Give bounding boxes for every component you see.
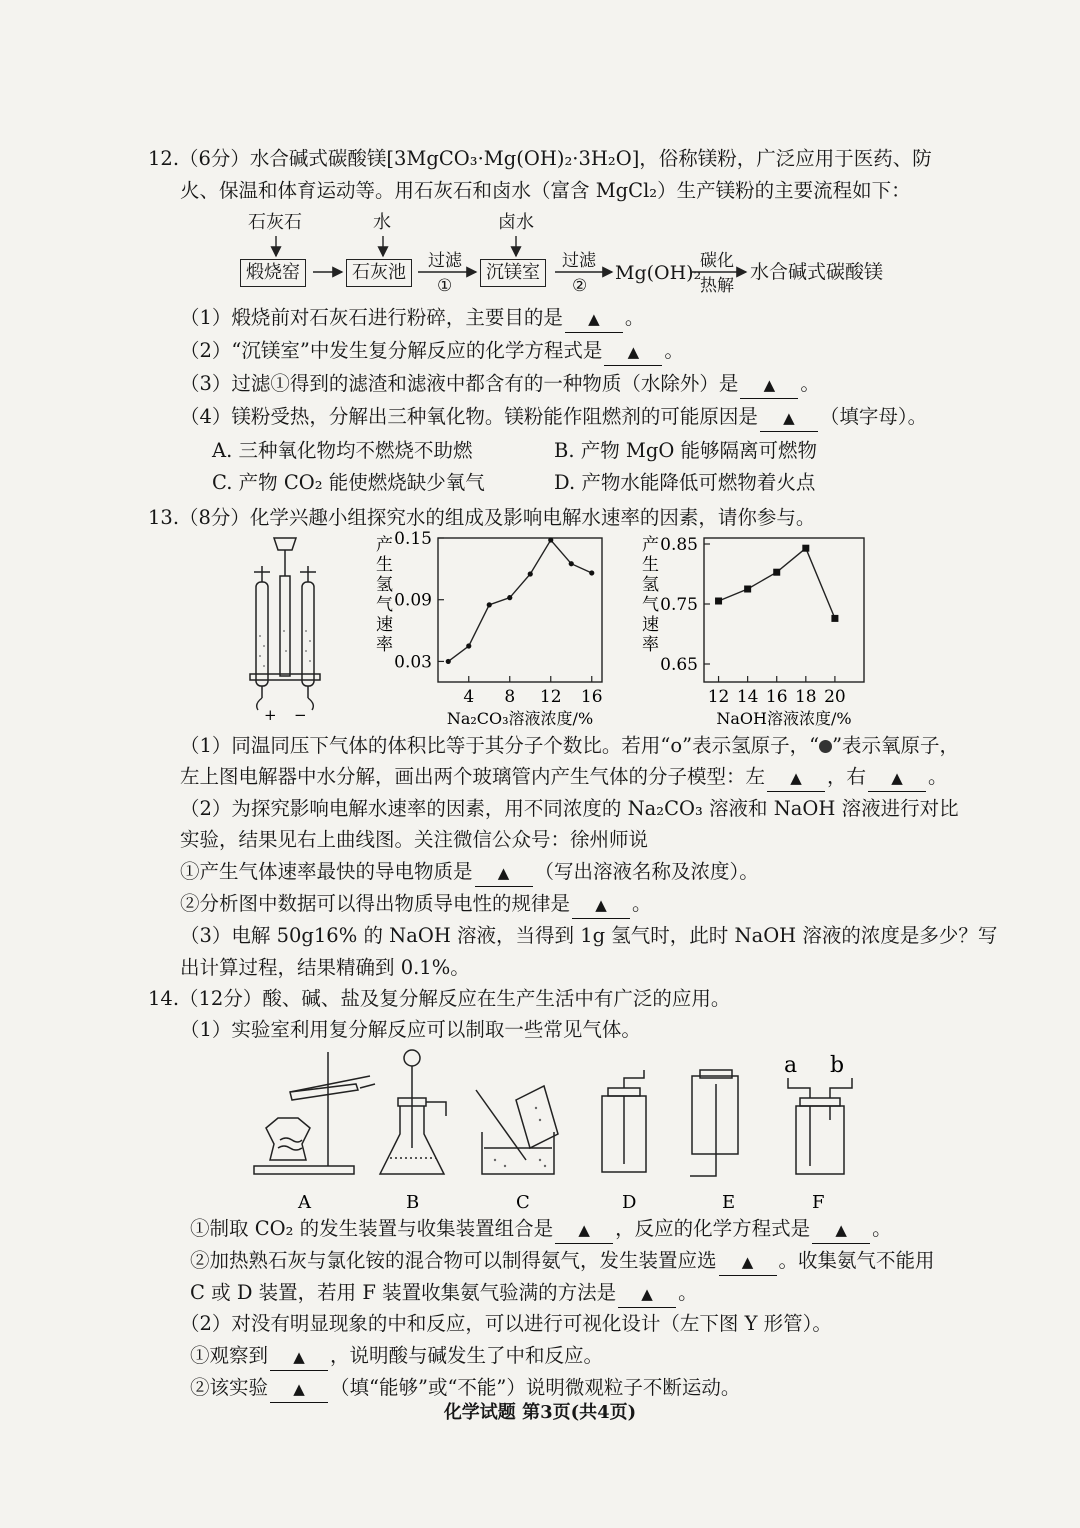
data-point [487, 602, 492, 607]
flow-pyrolysis-label: 热解 [700, 276, 734, 296]
apparatus-label-d: D [622, 1192, 637, 1213]
x-axis-label: NaOH溶液浓度/% [716, 709, 852, 728]
y-tick-label: 0.09 [394, 590, 432, 611]
tube-label-a: a [784, 1053, 798, 1078]
q12-option-d: D. 产物水能降低可燃物着火点 [554, 471, 816, 494]
answer-blank[interactable]: ▲ [760, 404, 818, 432]
y-axis-label: 产生氢气速率 [642, 535, 659, 655]
answer-blank[interactable]: ▲ [475, 859, 533, 887]
flow-filter2-label: 过滤 [562, 251, 596, 271]
q13-sub1-line1: （1）同温同压下气体的体积比等于其分子个数比。若用“o”表示氢原子，“ ”表示氧原子， [180, 734, 960, 757]
apparatus-label-e: E [722, 1192, 736, 1213]
data-point [548, 537, 553, 542]
answer-blank[interactable]: ▲ [270, 1343, 328, 1371]
electrode-minus: − [294, 706, 307, 722]
flow-box-kiln: 煅烧窑 [240, 259, 306, 287]
q13-sub2-item2: ②分析图中数据可以得出物质导电性的规律是 ▲ 。 [180, 891, 652, 919]
flow-mgoh2: Mg(OH)₂ [615, 262, 702, 284]
data-point [744, 586, 751, 593]
q13-sub2-line1: （2）为探究影响电解水速率的因素，用不同浓度的 Na₂CO₃ 溶液和 NaOH 溶液进行对比 [180, 797, 959, 820]
answer-blank[interactable]: ▲ [812, 1216, 870, 1244]
lab-apparatus-row [240, 1048, 880, 1218]
data-point [773, 569, 780, 576]
answer-blank[interactable]: ▲ [618, 1280, 676, 1308]
q13-sub2-line2: 实验，结果见右上曲线图。关注微信公众号：徐州师说 [180, 828, 649, 851]
answer-blank[interactable]: ▲ [868, 764, 926, 792]
answer-blank[interactable]: ▲ [565, 305, 623, 333]
y-tick-label: 0.15 [394, 529, 432, 549]
y-tick-label: 0.85 [660, 535, 698, 555]
x-tick-label: 12 [539, 687, 562, 707]
x-tick-label: 20 [824, 687, 846, 707]
q13-sub2-item1: ①产生气体速率最快的导电物质是 ▲ （写出溶液名称及浓度）。 [180, 859, 759, 887]
q14-sub2: （2）对没有明显现象的中和反应，可以进行可视化设计（左下图 Y 形管）。 [180, 1312, 832, 1335]
y-tick-label: 0.75 [660, 595, 698, 615]
q14-sub1-item1: ①制取 CO₂ 的发生装置与收集装置组合是 ▲ ，反应的化学方程式是 ▲ 。 [190, 1216, 892, 1244]
apparatus-a [254, 1052, 375, 1174]
q12-line1: 12.（6分）水合碱式碳酸镁[3MgCO₃·Mg(OH)₂·3H₂O]，俗称镁粉，广泛应用于医药、防 [148, 147, 932, 170]
data-point [569, 561, 574, 566]
x-tick-label: 18 [794, 687, 817, 707]
flow-filter1-label: 过滤 [428, 251, 462, 271]
flow-arrows [0, 0, 1080, 300]
series-line [719, 548, 835, 618]
answer-blank[interactable]: ▲ [270, 1375, 328, 1403]
q14-sub1-item2-line1: ②加热熟石灰与氯化铵的混合物可以制得氨气，发生装置应选 ▲ 。收集氨气不能用 [190, 1248, 935, 1276]
q12-sub2: （2）“沉镁室”中发生复分解反应的化学方程式是 ▲ 。 [180, 338, 684, 366]
q12-sub3: （3）过滤①得到的滤渣和滤液中都含有的一种物质（水除外）是 ▲ 。 [180, 371, 820, 399]
data-point [831, 615, 838, 622]
q14-sub2-item1: ①观察到 ▲ ，说明酸与碱发生了中和反应。 [190, 1343, 603, 1371]
answer-blank[interactable]: ▲ [767, 764, 825, 792]
apparatus-label-b: B [406, 1192, 420, 1213]
x-axis-label: Na₂CO₃溶液浓度/% [446, 709, 594, 728]
answer-blank[interactable]: ▲ [572, 891, 630, 919]
q12-option-b: B. 产物 MgO 能够隔离可燃物 [554, 439, 818, 462]
q14-sub2-item2: ②该实验 ▲ （填“能够”或“不能”）说明微观粒子不断运动。 [190, 1375, 740, 1403]
plot-frame [704, 538, 864, 682]
answer-blank[interactable]: ▲ [555, 1216, 613, 1244]
q14-sub1-item2-line2: C 或 D 装置，若用 F 装置收集氨气验满的方法是 ▲ 。 [190, 1280, 698, 1308]
y-axis-label: 产生氢气速率 [376, 535, 393, 655]
q12-sub4: （4）镁粉受热，分解出三种氧化物。镁粉能作阻燃剂的可能原因是 ▲ （填字母）。 [180, 404, 927, 432]
answer-blank[interactable]: ▲ [719, 1248, 777, 1276]
data-point [715, 598, 722, 605]
flow-carbonize-label: 碳化 [700, 251, 734, 271]
x-tick-label: 14 [736, 687, 759, 707]
answer-blank[interactable]: ▲ [740, 371, 798, 399]
x-tick-label: 8 [504, 687, 516, 707]
electrode-plus: + [264, 706, 277, 722]
flow-input-water: 水 [373, 212, 391, 233]
q13-sub1-line2: 左上图电解器中水分解，画出两个玻璃管内产生气体的分子模型：左 ▲ ，右 ▲ 。 [180, 764, 948, 792]
electrolysis-apparatus [236, 536, 336, 722]
flow-input-limestone: 石灰石 [248, 212, 302, 233]
apparatus-d [602, 1070, 646, 1172]
x-tick-label: 16 [580, 687, 603, 707]
flow-input-brine: 卤水 [498, 212, 534, 233]
flow-filter2-num: ② [572, 276, 588, 296]
apparatus-label-c: C [516, 1192, 530, 1213]
page-footer: 化学试题 第3页(共4页) [443, 1402, 637, 1423]
q14-title: 14.（12分）酸、碱、盐及复分解反应在生产生活中有广泛的应用。 [148, 987, 731, 1010]
flow-filter1-num: ① [437, 276, 453, 296]
q12-sub1: （1）煅烧前对石灰石进行粉碎，主要目的是 ▲ 。 [180, 305, 644, 333]
data-point [466, 643, 471, 648]
apparatus-e [690, 1070, 738, 1176]
y-tick-label: 0.03 [394, 652, 432, 673]
data-point [589, 570, 594, 575]
apparatus-label-f: F [812, 1192, 825, 1213]
data-point [446, 659, 451, 664]
chart-naoh [630, 528, 880, 728]
apparatus-label-a: A [298, 1192, 311, 1213]
data-point [802, 545, 809, 552]
apparatus-f [788, 1078, 852, 1174]
q12-option-a: A. 三种氧化物均不燃烧不助燃 [212, 439, 473, 462]
apparatus-c [476, 1086, 558, 1174]
x-tick-label: 12 [707, 687, 730, 707]
data-point [528, 571, 533, 576]
series-line [448, 540, 592, 661]
oxygen-atom-icon [819, 740, 832, 753]
answer-blank[interactable]: ▲ [604, 338, 662, 366]
tube-label-b: b [830, 1053, 845, 1078]
flow-box-mg-tank: 沉镁室 [480, 259, 546, 287]
chart-na2co3 [360, 528, 620, 728]
flow-box-lime-pool: 石灰池 [346, 259, 412, 287]
q13-sub3-line1: （3）电解 50g16% 的 NaOH 溶液，当得到 1g 氢气时，此时 NaOH 溶液的浓度是多少？写 [180, 924, 998, 947]
x-tick-label: 16 [765, 687, 788, 707]
x-tick-label: 4 [463, 687, 475, 707]
q14-sub1: （1）实验室利用复分解反应可以制取一些常见气体。 [180, 1018, 641, 1041]
q13-title: 13.（8分）化学兴趣小组探究水的组成及影响电解水速率的因素，请你参与。 [148, 506, 816, 529]
flow-product: 水合碱式碳酸镁 [750, 261, 884, 283]
q12-option-c: C. 产物 CO₂ 能使燃烧缺少氧气 [212, 471, 485, 494]
apparatus-b [380, 1050, 446, 1174]
data-point [507, 595, 512, 600]
q12-line2: 火、保温和体育运动等。用石灰石和卤水（富含 MgCl₂）生产镁粉的主要流程如下： [180, 179, 911, 202]
plot-frame [438, 538, 602, 682]
q13-sub3-line2: 出计算过程，结果精确到 0.1%。 [180, 956, 470, 979]
y-tick-label: 0.65 [660, 655, 698, 675]
